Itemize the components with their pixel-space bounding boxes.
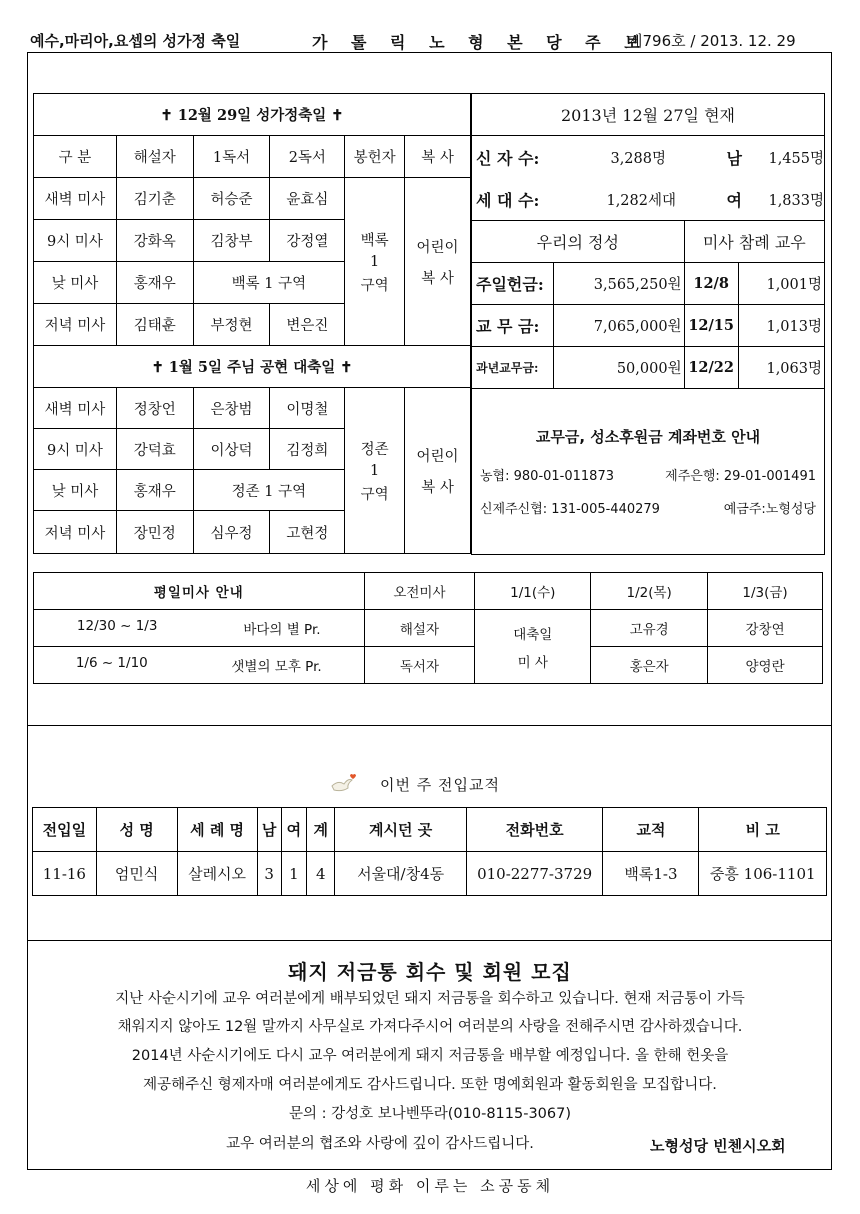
col-header: 2독서 — [270, 136, 345, 178]
transfer-table — [32, 807, 827, 896]
believers-label: 신 자 수: — [476, 148, 540, 168]
server-line: 복 사 — [421, 479, 454, 496]
reader-2: 김정희 — [270, 429, 345, 470]
offering-label: 교 무 금: — [472, 305, 554, 347]
dove-icon — [330, 772, 358, 794]
male-count: 3 — [257, 852, 281, 896]
transfer-date: 11-16 — [33, 852, 97, 896]
col-header: 성 명 — [96, 808, 177, 852]
issue-info: 제796호 / 2013. 12. 29 — [628, 32, 796, 50]
attendance-date: 12/22 — [684, 347, 738, 389]
offerer-line: 백록 — [360, 232, 389, 249]
feast-schedule-title: ✝ 1월 5일 주님 공현 대축일 ✝ — [34, 346, 471, 388]
bulletin-name: 가 톨 릭 노 형 본 당 주 보 — [312, 33, 649, 52]
mass-time: 저녁 미사 — [34, 511, 117, 554]
section-divider — [27, 940, 832, 941]
readers-merged: 백록 1 구역 — [193, 262, 345, 304]
narrator: 장민정 — [116, 511, 193, 554]
mass-time: 저녁 미사 — [34, 304, 117, 346]
offering-value: 50,000원 — [554, 347, 684, 389]
mass-time: 낮 미사 — [34, 262, 117, 304]
reader-2: 강정열 — [270, 220, 345, 262]
weekday-mass-table — [33, 572, 823, 684]
col-header: 세 례 명 — [177, 808, 257, 852]
narrator: 강화옥 — [116, 220, 193, 262]
offerer-cell — [345, 388, 405, 554]
reader-1: 은창범 — [193, 388, 270, 429]
server-cell — [405, 388, 471, 554]
offerer-line: 1 — [370, 462, 380, 479]
col-header: 1/2(목) — [591, 573, 708, 610]
period: 1/6 ~ 1/10 — [75, 655, 148, 671]
feast-title: 예수,마리아,요셉의 성가정 축일 — [30, 32, 241, 50]
transfer-title: 이번 주 전입교적 — [380, 776, 500, 794]
col-header: 해설자 — [116, 136, 193, 178]
solemnity-line: 대축일 — [513, 626, 553, 643]
offerer-line: 정존 — [360, 441, 389, 458]
mass-time: 9시 미사 — [34, 220, 117, 262]
reader-1: 심우정 — [193, 511, 270, 554]
praesidium: 샛별의 모후 Pr. — [231, 659, 322, 675]
offering-title: 우리의 정성 — [472, 221, 685, 263]
previous-parish: 서울대/창4동 — [335, 852, 466, 896]
reader-1: 허승준 — [193, 178, 270, 220]
offering-label: 과년교무금: — [472, 347, 554, 389]
total-count: 4 — [307, 852, 335, 896]
col-header: 오전미사 — [364, 573, 475, 610]
reader-1: 김창부 — [193, 220, 270, 262]
notice-line: 제공해주신 형제자매 여러분에게도 감사드립니다. 또한 명예회원과 활동회원을 모집합니다. — [143, 1077, 717, 1093]
server-cell — [405, 178, 471, 346]
baptismal-name: 살레시오 — [177, 852, 257, 896]
role: 독서자 — [364, 647, 475, 684]
narrator: 김태훈 — [116, 304, 193, 346]
households-label: 세 대 수: — [476, 190, 540, 210]
account-holder: 예금주:노형성당 — [723, 502, 816, 517]
solemnity-cell — [475, 610, 591, 684]
col-header: 비 고 — [699, 808, 827, 852]
weekday-period-row — [34, 647, 365, 684]
notice-line: 2014년 사순시기에도 다시 교우 여러분에게 돼지 저금통을 배부할 예정입니다. 올 한해 헌옷을 — [131, 1048, 729, 1064]
notice-line: 채워지지 않아도 12월 말까지 사무실로 가져다주시어 여러분의 사랑을 전해주시면 감사하겠습니다. — [117, 1019, 743, 1035]
believers-row — [472, 136, 825, 179]
offering-label: 주일헌금: — [472, 263, 554, 305]
male-count: 1,455명 — [768, 150, 824, 167]
phone-number: 010-2277-3729 — [466, 852, 603, 896]
male-label: 남 — [726, 148, 742, 168]
solemnity-line: 미 사 — [517, 654, 548, 671]
narrator: 강덕효 — [116, 429, 193, 470]
narrator: 김기춘 — [116, 178, 193, 220]
col-header: 남 — [257, 808, 281, 852]
weekday-title: 평일미사 안내 — [34, 573, 365, 610]
assignee: 고유경 — [591, 610, 708, 647]
notice-signature: 노형성당 빈첸시오회 — [650, 1137, 786, 1155]
mass-roles-table — [33, 93, 471, 554]
period: 12/30 ~ 1/3 — [76, 618, 158, 634]
col-header: 여 — [281, 808, 306, 852]
bank-account: 농협: 980-01-011873 — [480, 469, 614, 484]
stats-date: 2013년 12월 27일 현재 — [472, 94, 825, 136]
offerer-line: 구역 — [360, 486, 389, 503]
assignee: 양영란 — [708, 647, 823, 684]
bank-account: 제주은행: 29-01-001491 — [665, 469, 816, 484]
weekday-period-row — [34, 610, 365, 647]
reader-1: 이상덕 — [193, 429, 270, 470]
server-line: 복 사 — [421, 270, 454, 287]
attendance-count: 1,063명 — [738, 347, 824, 389]
reader-2: 변은진 — [270, 304, 345, 346]
col-header: 계 — [307, 808, 335, 852]
section-divider — [27, 725, 832, 726]
attendance-date: 12/15 — [684, 305, 738, 347]
notice-thanks: 교우 여러분의 협조와 사랑에 깊이 감사드립니다. — [226, 1136, 534, 1152]
attendance-count: 1,001명 — [738, 263, 824, 305]
assignee: 홍은자 — [591, 647, 708, 684]
mass-time: 9시 미사 — [34, 429, 117, 470]
narrator: 홍재우 — [116, 262, 193, 304]
col-header: 전입일 — [33, 808, 97, 852]
notice-line: 지난 사순시기에 교우 여러분에게 배부되었던 돼지 저금통을 회수하고 있습니다. 현재 저금통이 가득 — [115, 991, 745, 1007]
offerer-line: 구역 — [360, 277, 389, 294]
feast-schedule-title: ✝ 12월 29일 성가정축일 ✝ — [34, 94, 471, 136]
bank-info — [472, 389, 825, 555]
reader-2: 윤효심 — [270, 178, 345, 220]
transfer-name: 엄민식 — [96, 852, 177, 896]
mass-time: 낮 미사 — [34, 470, 117, 511]
server-line: 어린이 — [416, 448, 459, 465]
bank-account: 신제주신협: 131-005-440279 — [480, 502, 660, 517]
mass-time: 새벽 미사 — [34, 178, 117, 220]
female-count: 1,833명 — [768, 192, 824, 209]
female-label: 여 — [726, 190, 742, 210]
role: 해설자 — [364, 610, 475, 647]
col-header: 계시던 곳 — [335, 808, 466, 852]
assignee: 강창연 — [708, 610, 823, 647]
mass-time: 새벽 미사 — [34, 388, 117, 429]
attendance-title: 미사 참례 교우 — [684, 221, 824, 263]
server-line: 어린이 — [416, 239, 459, 256]
attendance-count: 1,013명 — [738, 305, 824, 347]
col-header: 1독서 — [193, 136, 270, 178]
bank-title: 교무금, 성소후원금 계좌번호 안내 — [535, 428, 761, 446]
offering-value: 7,065,000원 — [554, 305, 684, 347]
col-header: 전화번호 — [466, 808, 603, 852]
readers-merged: 정존 1 구역 — [193, 470, 345, 511]
notice-title: 돼지 저금통 회수 및 회원 모집 — [288, 960, 572, 984]
offering-value: 3,565,250원 — [554, 263, 684, 305]
col-header: 봉헌자 — [345, 136, 405, 178]
reader-1: 부정현 — [193, 304, 270, 346]
female-count: 1 — [281, 852, 306, 896]
reader-2: 고현정 — [270, 511, 345, 554]
attendance-date: 12/8 — [684, 263, 738, 305]
col-header: 구 분 — [34, 136, 117, 178]
narrator: 홍재우 — [116, 470, 193, 511]
narrator: 정창언 — [116, 388, 193, 429]
praesidium: 바다의 별 Pr. — [243, 622, 321, 638]
parish-stats-table — [471, 93, 825, 555]
households-count: 1,282세대 — [606, 192, 676, 209]
col-header: 1/1(수) — [475, 573, 591, 610]
notice-contact: 문의 : 강성호 보나벤뚜라(010-8115-3067) — [288, 1106, 572, 1122]
col-header: 복 사 — [405, 136, 471, 178]
offerer-line: 1 — [370, 253, 380, 270]
district: 백록1-3 — [603, 852, 699, 896]
page-footer: 세상에 평화 이루는 소공동체 — [305, 1177, 555, 1195]
reader-2: 이명철 — [270, 388, 345, 429]
offerer-cell — [345, 178, 405, 346]
households-row — [472, 178, 825, 221]
believers-count: 3,288명 — [610, 150, 666, 167]
col-header: 교적 — [603, 808, 699, 852]
col-header: 1/3(금) — [708, 573, 823, 610]
remarks: 중흥 106-1101 — [699, 852, 827, 896]
